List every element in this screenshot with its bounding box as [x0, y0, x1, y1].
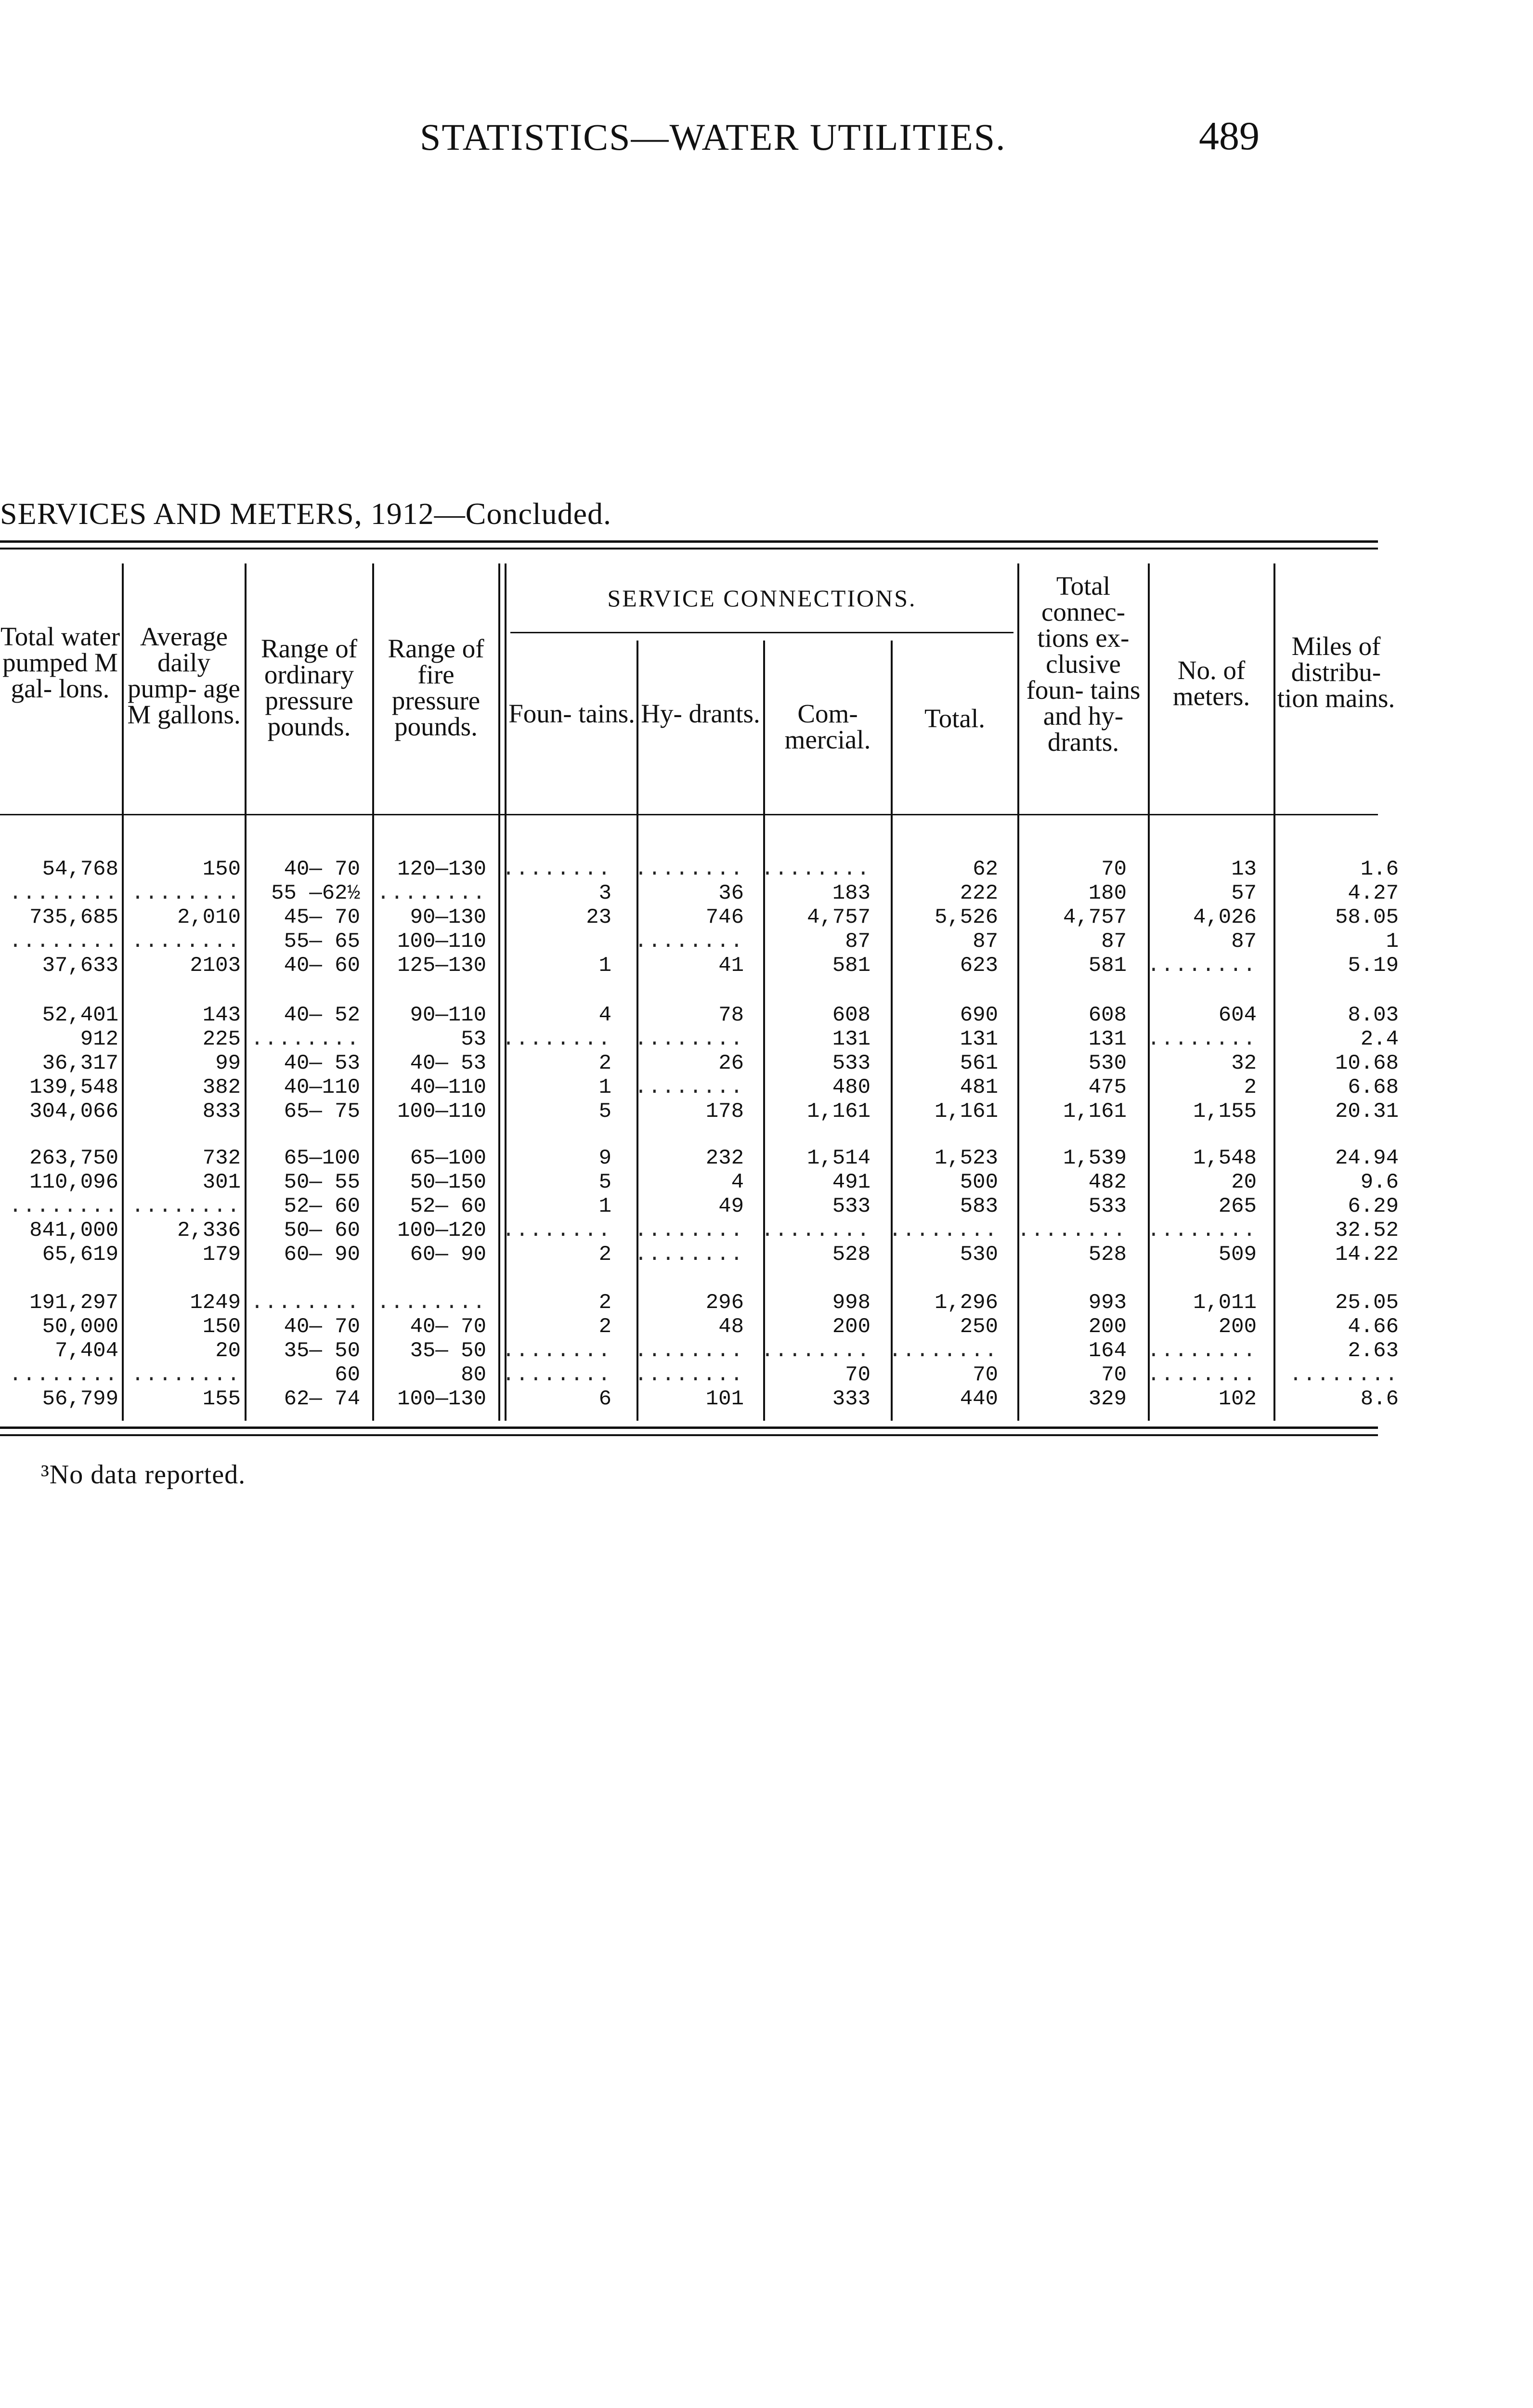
table-cell-commercial: 200: [832, 1315, 870, 1339]
table-cell-hydrants: 36: [718, 881, 744, 905]
table-cell-total-connections: 180: [1088, 881, 1127, 905]
top-rule-1: [0, 540, 1378, 543]
table-cell-fire-pressure: 100—120: [397, 1218, 486, 1243]
table-cell-commercial: 1,514: [806, 1146, 870, 1170]
table-cell-hydrants: 232: [705, 1146, 744, 1170]
table-cell-fire-pressure: 35— 50: [410, 1339, 486, 1363]
table-cell-ordinary-pressure: 55 —62½: [271, 881, 360, 905]
table-cell-miles: 2.63: [1348, 1339, 1399, 1363]
table-cell-fire-pressure: 100—130: [397, 1387, 486, 1411]
table-cell-miles: 9.6: [1360, 1170, 1399, 1194]
table-cell-commercial: 183: [832, 881, 870, 905]
table-cell-meters: ........: [1147, 1363, 1257, 1387]
table-cell-hydrants: 41: [718, 954, 744, 978]
table-cell-total-connections: 87: [1101, 929, 1127, 954]
table-cell-fountains: ........: [502, 1027, 611, 1051]
table-cell-total-connections: 131: [1088, 1027, 1127, 1051]
table-cell-fire-pressure: 80: [461, 1363, 486, 1387]
table-cell-avg-daily: 2103: [190, 954, 241, 978]
table-cell-fire-pressure: 125—130: [397, 954, 486, 978]
table-cell-avg-daily: 2,010: [177, 905, 241, 929]
table-cell-total: ........: [888, 1339, 998, 1363]
table-cell-fountains: ........: [502, 1339, 611, 1363]
table-cell-hydrants: ........: [634, 1218, 744, 1243]
table-cell-miles: 20.31: [1335, 1099, 1399, 1124]
table-cell-meters: 200: [1218, 1315, 1257, 1339]
header-avg-daily: Average daily pump- age M gallons.: [127, 622, 241, 729]
table-cell-total-connections: 581: [1088, 954, 1127, 978]
table-cell-ordinary-pressure: 40— 60: [284, 954, 360, 978]
table-cell-ordinary-pressure: 60— 90: [284, 1243, 360, 1267]
table-cell-total-water: 65,619: [42, 1243, 118, 1267]
table-cell-avg-daily: 2,336: [177, 1218, 241, 1243]
table-cell-avg-daily: 99: [215, 1051, 241, 1075]
table-cell-fire-pressure: 40— 53: [410, 1051, 486, 1075]
table-cell-hydrants: ........: [634, 1243, 744, 1267]
table-cell-total-water: 7,404: [54, 1339, 118, 1363]
table-cell-hydrants: ........: [634, 1339, 744, 1363]
table-cell-fountains: 1: [598, 1075, 611, 1099]
header-fountains: Foun- tains.: [508, 699, 635, 728]
table-cell-total-connections: 1,539: [1063, 1146, 1127, 1170]
table-cell-ordinary-pressure: ........: [250, 1291, 360, 1315]
table-cell-meters: ........: [1147, 1027, 1257, 1051]
table-cell-total: 62: [973, 857, 998, 881]
table-cell-ordinary-pressure: 35— 50: [284, 1339, 360, 1363]
bottom-rule-1: [0, 1426, 1378, 1429]
table-cell-miles: ........: [1289, 1363, 1399, 1387]
table-cell-fountains: ........: [502, 857, 611, 881]
table-cell-total: 5,526: [934, 905, 998, 929]
table-cell-hydrants: 78: [718, 1003, 744, 1027]
col-divider: [1273, 563, 1275, 1421]
table-cell-fire-pressure: ........: [377, 1291, 486, 1315]
header-total-connections: Total connec- tions ex- clusive foun- tains and hy- drants.: [1026, 571, 1141, 757]
table-cell-meters: 509: [1218, 1243, 1257, 1267]
table-cell-total: 440: [960, 1387, 998, 1411]
header-hydrants: Hy- drants.: [641, 699, 760, 728]
table-cell-total-connections: 329: [1088, 1387, 1127, 1411]
table-cell-commercial: ........: [761, 857, 870, 881]
table-cell-fountains: ........: [502, 1363, 611, 1387]
bottom-rule-2: [0, 1434, 1378, 1436]
table-cell-commercial: 528: [832, 1243, 870, 1267]
table-cell-commercial: 533: [832, 1051, 870, 1075]
table-cell-fire-pressure: 53: [461, 1027, 486, 1051]
table-cell-meters: ........: [1147, 954, 1257, 978]
table-cell-avg-daily: 20: [215, 1339, 241, 1363]
table-cell-meters: 1,011: [1193, 1291, 1257, 1315]
table-cell-miles: 10.68: [1335, 1051, 1399, 1075]
table-cell-hydrants: ........: [634, 1075, 744, 1099]
table-cell-total-connections: 528: [1088, 1243, 1127, 1267]
table-cell-avg-daily: 150: [202, 857, 241, 881]
table-cell-fire-pressure: 60— 90: [410, 1243, 486, 1267]
table-cell-commercial: 581: [832, 954, 870, 978]
table-cell-total: 583: [960, 1194, 998, 1218]
table-cell-total-water: 56,799: [42, 1387, 118, 1411]
table-cell-total: 530: [960, 1243, 998, 1267]
table-cell-fire-pressure: 40— 70: [410, 1315, 486, 1339]
table-cell-miles: 24.94: [1335, 1146, 1399, 1170]
table-cell-total: 1,161: [934, 1099, 998, 1124]
table-cell-commercial: 4,757: [806, 905, 870, 929]
table-cell-commercial: 131: [832, 1027, 870, 1051]
table-cell-meters: 87: [1231, 929, 1257, 954]
table-cell-hydrants: ........: [634, 1363, 744, 1387]
table-cell-avg-daily: 143: [202, 1003, 241, 1027]
table-cell-total: 500: [960, 1170, 998, 1194]
table-cell-fire-pressure: 90—130: [410, 905, 486, 929]
table-cell-total-connections: 164: [1088, 1339, 1127, 1363]
table-cell-total-connections: 70: [1101, 857, 1127, 881]
table-cell-total-water: 52,401: [42, 1003, 118, 1027]
table-cell-meters: 32: [1231, 1051, 1257, 1075]
table-cell-hydrants: 26: [718, 1051, 744, 1075]
table-cell-total-water: 110,096: [29, 1170, 118, 1194]
table-cell-fountains: 9: [598, 1146, 611, 1170]
table-cell-total-connections: 1,161: [1063, 1099, 1127, 1124]
table-cell-fountains: 5: [598, 1170, 611, 1194]
table-cell-total: 70: [973, 1363, 998, 1387]
table-cell-commercial: 333: [832, 1387, 870, 1411]
table-cell-meters: 20: [1231, 1170, 1257, 1194]
table-cell-hydrants: 296: [705, 1291, 744, 1315]
table-cell-total-connections: 533: [1088, 1194, 1127, 1218]
header-fire-pressure: Range of fire pressure pounds.: [388, 634, 484, 741]
table-cell-hydrants: 746: [705, 905, 744, 929]
table-cell-hydrants: 178: [705, 1099, 744, 1124]
table-cell-fire-pressure: 90—110: [410, 1003, 486, 1027]
table-cell-avg-daily: 382: [202, 1075, 241, 1099]
table-cell-total: ........: [888, 1218, 998, 1243]
table-cell-hydrants: ........: [634, 857, 744, 881]
table-cell-meters: 265: [1218, 1194, 1257, 1218]
header-meters: No. of meters.: [1172, 655, 1250, 711]
table-cell-miles: 32.52: [1335, 1218, 1399, 1243]
table-cell-miles: 8.6: [1360, 1387, 1399, 1411]
table-cell-ordinary-pressure: 62— 74: [284, 1387, 360, 1411]
table-cell-avg-daily: 150: [202, 1315, 241, 1339]
table-cell-total-connections: 200: [1088, 1315, 1127, 1339]
table-cell-total: 623: [960, 954, 998, 978]
table-title: SERVICES AND METERS, 1912—Concluded.: [0, 497, 612, 531]
table-cell-commercial: 998: [832, 1291, 870, 1315]
service-connections-rule: [510, 632, 1013, 633]
table-cell-miles: 6.29: [1348, 1194, 1399, 1218]
table-cell-fire-pressure: 40—110: [410, 1075, 486, 1099]
header-miles: Miles of distribu- tion mains.: [1277, 631, 1395, 713]
table-cell-total-connections: 993: [1088, 1291, 1127, 1315]
table-cell-commercial: ........: [761, 1218, 870, 1243]
table-cell-fountains: 2: [598, 1315, 611, 1339]
table-cell-miles: 4.27: [1348, 881, 1399, 905]
header-commercial: Com- mercial.: [784, 699, 871, 754]
running-head: STATISTICS—WATER UTILITIES.: [420, 116, 1006, 158]
table-cell-fire-pressure: 52— 60: [410, 1194, 486, 1218]
table-cell-total: 690: [960, 1003, 998, 1027]
table-cell-miles: 8.03: [1348, 1003, 1399, 1027]
table-cell-commercial: 87: [845, 929, 870, 954]
table-cell-avg-daily: 732: [202, 1146, 241, 1170]
table-cell-total-connections: 530: [1088, 1051, 1127, 1075]
table-cell-ordinary-pressure: 55— 65: [284, 929, 360, 954]
table-cell-avg-daily: 301: [202, 1170, 241, 1194]
table-cell-miles: 58.05: [1335, 905, 1399, 929]
table-cell-total: 561: [960, 1051, 998, 1075]
table-cell-fire-pressure: ........: [377, 881, 486, 905]
table-cell-avg-daily: ........: [131, 1363, 241, 1387]
table-cell-ordinary-pressure: 60: [335, 1363, 360, 1387]
table-cell-meters: ........: [1147, 1339, 1257, 1363]
table-cell-ordinary-pressure: 40— 52: [284, 1003, 360, 1027]
table-cell-total-water: 50,000: [42, 1315, 118, 1339]
table-cell-ordinary-pressure: 65— 75: [284, 1099, 360, 1124]
table-cell-meters: 57: [1231, 881, 1257, 905]
table-cell-total-water: 139,548: [29, 1075, 118, 1099]
table-cell-total-water: 735,685: [29, 905, 118, 929]
table-cell-ordinary-pressure: 50— 60: [284, 1218, 360, 1243]
table-cell-ordinary-pressure: 52— 60: [284, 1194, 360, 1218]
table-cell-fountains: 3: [598, 881, 611, 905]
table-cell-ordinary-pressure: 65—100: [284, 1146, 360, 1170]
table-cell-meters: 1,548: [1193, 1146, 1257, 1170]
table-cell-total-water: ........: [9, 1194, 118, 1218]
table-cell-meters: 4,026: [1193, 905, 1257, 929]
table-cell-total-water: ........: [9, 1363, 118, 1387]
table-cell-avg-daily: 833: [202, 1099, 241, 1124]
table-cell-commercial: ........: [761, 1339, 870, 1363]
table-cell-total-water: 263,750: [29, 1146, 118, 1170]
table-cell-hydrants: ........: [634, 1027, 744, 1051]
table-cell-total-water: 37,633: [42, 954, 118, 978]
table-cell-total-water: 36,317: [42, 1051, 118, 1075]
table-cell-total-water: 304,066: [29, 1099, 118, 1124]
table-cell-hydrants: ........: [634, 929, 744, 954]
table-cell-total: 481: [960, 1075, 998, 1099]
table-cell-commercial: 491: [832, 1170, 870, 1194]
table-cell-hydrants: 49: [718, 1194, 744, 1218]
table-cell-fire-pressure: 65—100: [410, 1146, 486, 1170]
table-cell-ordinary-pressure: 50— 55: [284, 1170, 360, 1194]
table-cell-meters: ........: [1147, 1218, 1257, 1243]
table-cell-fountains: 4: [598, 1003, 611, 1027]
table-cell-fountains: 1: [598, 1194, 611, 1218]
table-cell-total: 1,523: [934, 1146, 998, 1170]
table-cell-total-connections: 70: [1101, 1363, 1127, 1387]
table-cell-miles: 1: [1386, 929, 1399, 954]
table-cell-total-water: 54,768: [42, 857, 118, 881]
header-ordinary-pressure: Range of ordinary pressure pounds.: [260, 634, 358, 741]
table-cell-fountains: 23: [586, 905, 611, 929]
table-cell-ordinary-pressure: 40— 70: [284, 1315, 360, 1339]
table-cell-fire-pressure: 120—130: [397, 857, 486, 881]
table-cell-fire-pressure: 100—110: [397, 1099, 486, 1124]
table-cell-avg-daily: 1249: [190, 1291, 241, 1315]
table-cell-avg-daily: ........: [131, 881, 241, 905]
table-cell-meters: 1,155: [1193, 1099, 1257, 1124]
table-cell-total-connections: 482: [1088, 1170, 1127, 1194]
table-cell-total-connections: 4,757: [1063, 905, 1127, 929]
page-number: 489: [1199, 114, 1260, 158]
table-cell-meters: 604: [1218, 1003, 1257, 1027]
table-cell-miles: 1.6: [1360, 857, 1399, 881]
table-cell-fountains: 2: [598, 1051, 611, 1075]
table-cell-total-water: 841,000: [29, 1218, 118, 1243]
table-cell-miles: 2.4: [1360, 1027, 1399, 1051]
table-cell-total-water: 191,297: [29, 1291, 118, 1315]
table-cell-total: 131: [960, 1027, 998, 1051]
table-cell-avg-daily: 155: [202, 1387, 241, 1411]
table-cell-ordinary-pressure: 45— 70: [284, 905, 360, 929]
table-cell-meters: 102: [1218, 1387, 1257, 1411]
table-cell-total-connections: ........: [1017, 1218, 1127, 1243]
footnote: ³No data reported.: [41, 1460, 246, 1490]
table-cell-ordinary-pressure: ........: [250, 1027, 360, 1051]
table-cell-avg-daily: ........: [131, 1194, 241, 1218]
table-cell-fountains: 2: [598, 1243, 611, 1267]
header-total-water: Total water pumped M gal- lons.: [0, 622, 120, 703]
table-cell-total: 250: [960, 1315, 998, 1339]
table-cell-total-connections: 475: [1088, 1075, 1127, 1099]
table-cell-fire-pressure: 100—110: [397, 929, 486, 954]
table-cell-total-water: ........: [9, 929, 118, 954]
table-cell-commercial: 480: [832, 1075, 870, 1099]
table-cell-miles: 14.22: [1335, 1243, 1399, 1267]
header-total: Total.: [924, 704, 985, 733]
table-cell-avg-daily: 225: [202, 1027, 241, 1051]
table-cell-commercial: 608: [832, 1003, 870, 1027]
table-cell-hydrants: 48: [718, 1315, 744, 1339]
table-cell-fountains: 2: [598, 1291, 611, 1315]
table-cell-total: 1,296: [934, 1291, 998, 1315]
table-cell-hydrants: 4: [731, 1170, 744, 1194]
table-cell-fountains: 6: [598, 1387, 611, 1411]
table-cell-ordinary-pressure: 40— 53: [284, 1051, 360, 1075]
table-cell-ordinary-pressure: 40—110: [284, 1075, 360, 1099]
table-cell-hydrants: 101: [705, 1387, 744, 1411]
table-cell-avg-daily: 179: [202, 1243, 241, 1267]
top-rule-2: [0, 548, 1378, 550]
table-cell-commercial: 70: [845, 1363, 870, 1387]
table-cell-ordinary-pressure: 40— 70: [284, 857, 360, 881]
table-cell-miles: 4.66: [1348, 1315, 1399, 1339]
table-cell-total-water: 912: [80, 1027, 118, 1051]
table-cell-total: 87: [973, 929, 998, 954]
table-cell-miles: 6.68: [1348, 1075, 1399, 1099]
header-service-connections: SERVICE CONNECTIONS.: [607, 585, 917, 612]
table-cell-avg-daily: ........: [131, 929, 241, 954]
table-cell-miles: 5.19: [1348, 954, 1399, 978]
table-cell-fountains: ........: [502, 1218, 611, 1243]
table-cell-meters: 2: [1244, 1075, 1257, 1099]
table-cell-commercial: 1,161: [806, 1099, 870, 1124]
table-cell-miles: 25.05: [1335, 1291, 1399, 1315]
table-cell-total-water: ........: [9, 881, 118, 905]
table-cell-fountains: 1: [598, 954, 611, 978]
table-cell-total: 222: [960, 881, 998, 905]
header-bottom-rule: [0, 814, 1378, 815]
table-cell-meters: 13: [1231, 857, 1257, 881]
table-cell-total-connections: 608: [1088, 1003, 1127, 1027]
table-cell-fountains: 5: [598, 1099, 611, 1124]
table-cell-commercial: 533: [832, 1194, 870, 1218]
table-cell-fire-pressure: 50—150: [410, 1170, 486, 1194]
